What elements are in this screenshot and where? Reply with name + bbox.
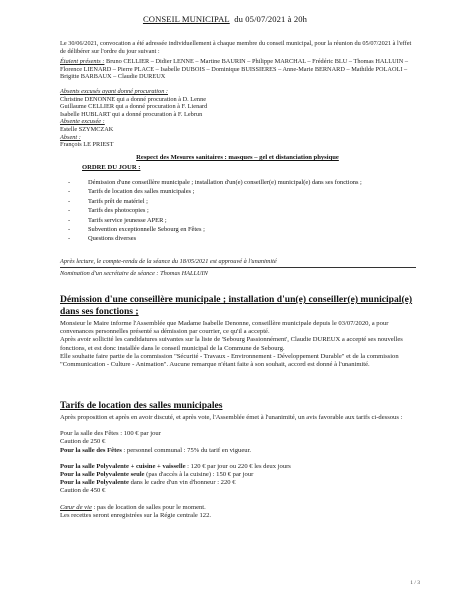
page-number: 1 / 3: [410, 580, 420, 586]
secretaire-line: Nomination d'un secrétaire de séance : Thomas HALLUIN: [60, 270, 208, 277]
ordre-du-jour-label: ORDRE DU JOUR :: [82, 164, 141, 171]
title-prefix: CONSEIL MUNICIPAL: [142, 14, 230, 24]
agenda-item: - Démission d'une conseillère municipale ; installation d'un(e) conseiller(e) municipal(e) dans ses fonctions ;: [66, 178, 406, 187]
tarif-line: Caution de 450 €: [60, 487, 106, 495]
paragraph: Après proposition et après en avoir discuté, et après vote, l'Assemblée émet à l'unanimité, un avis favorable aux tarifs ci-dessous :: [60, 414, 403, 421]
convocation-text: Le 30/06/2021, convocation a été adressée individuellement à chaque membre du conseil municipal, pour la réunion du 05/07/2021 à l'effet de délibérer sur l'ordre du jour suivant :: [60, 40, 412, 55]
page-title: [0, 14, 450, 24]
agenda-item: - Questions diverses: [66, 234, 406, 243]
agenda-item: - Tarifs de location des salles municipales ;: [66, 187, 406, 196]
tarif-line: Pour la salle des Fêtes : 100 € par jour: [60, 430, 161, 438]
agenda-item: - Tarifs des photocopies ;: [66, 206, 406, 215]
paragraph: Après avoir sollicité les candidatures suivantes sur la liste de 'Sebourg Passionnément', Claudie DUREUX a accepté ses nouvelles fonctions, et est donc installée dans le conseil municipal de la Commune de Sebourg.: [60, 336, 403, 352]
absente-excusee-label: Absente excusée :: [60, 118, 105, 126]
section-heading-demission: Démission d'une conseillère municipale ; installation d'un(e) conseiller(e) municipal(e) dans ses fonctions ;: [60, 294, 413, 317]
tarif-line: Cœur de vie : pas de location de salles pour le moment.: [60, 503, 206, 511]
procuration-line: Christine DENONNE qui a donné procuration à D. Lenne: [60, 95, 207, 103]
presents-label: Étaient présents :: [60, 58, 105, 65]
approval-line: Après lecture, le compte-rendu de la séance du 18/05/2021 est approuvé à l'unanimité: [60, 258, 277, 265]
paragraph: Monsieur le Maire informe l'Assemblée que Madame Isabelle Denonne, conseillère municipale depuis le 03/07/2020, a pour convenances personnelles présenté sa démission par courrier, ce qu'il a accepté.: [60, 320, 389, 336]
presents-list: Bruno CELLIER – Didier LENNE – Martine BAURIN – Philippe MARCHAL – Frédéric BLU – Thomas HALLUIN – Florence LIENARD – Pierre PLACE – Isabelle DUBOIS – Dominique BUISSIERES – Anne-Marie BERNARD – Mathilde POLAOLI – Brigitte BARBAUX – Claudie DUREUX: [60, 58, 409, 81]
agenda-list: [66, 178, 406, 244]
title-date: du 05/07/2021 à 20h: [234, 14, 308, 24]
tarif-line: Caution de 250 €: [60, 438, 106, 446]
absent-label: Absent :: [60, 133, 81, 141]
section-demission-body: [60, 320, 420, 369]
presents-block: [60, 58, 415, 81]
tarif-line: Pour la salle des Fêtes : personnel communal : 75% du tarif en vigueur.: [60, 446, 252, 454]
paragraph: Elle souhaite faire partie de la commission "Sécurité - Travaux - Environnement - Développement Durable" et de la commission "Communication - Culture - Animation". Aucune remarque n'étant faite à son souhait, accord est donné à l'unanimité.: [60, 352, 399, 369]
tarif-line: Les recettes seront enregistrées sur la Régie centrale 122.: [60, 511, 212, 519]
section-tarifs-body: [60, 414, 420, 520]
section-heading-tarifs-salles: Tarifs de location des salles municipales: [60, 400, 223, 411]
agenda-item: - Tarifs prêt de matériel ;: [66, 197, 406, 206]
sanitary-notice: Respect des Mesures sanitaires : masques – gel et distanciation physique: [136, 154, 339, 161]
agenda-item: - Tarifs service jeunesse APER ;: [66, 216, 406, 225]
divider: [60, 267, 416, 268]
absent-name: François LE PRIEST: [60, 141, 114, 149]
tarif-line: Pour la salle Polyvalente seule (pas d'accès à la cuisine) : 150 € par jour: [60, 471, 254, 479]
absents-excuses-label: Absents excusés ayant donné procuration :: [60, 88, 169, 95]
procuration-line: Isabelle HUBLART qui a donné procuration à F. Lebrun: [60, 110, 203, 118]
absents-block: [60, 88, 415, 149]
agenda-item: - Subvention exceptionnelle Sebourg en Fêtes ;: [66, 225, 406, 234]
tarif-line: Pour la salle Polyvalente dans le cadre d'un vin d'honneur : 220 €: [60, 479, 236, 487]
tarif-line: Pour la salle Polyvalente + cuisine + vaisselle : 120 € par jour ou 220 € les deux jours: [60, 462, 291, 470]
procuration-line: Guillaume CELLIER qui a donné procuration à F. Lienard: [60, 103, 208, 111]
absente-excusee-name: Estelle SZYMCZAK: [60, 125, 114, 133]
